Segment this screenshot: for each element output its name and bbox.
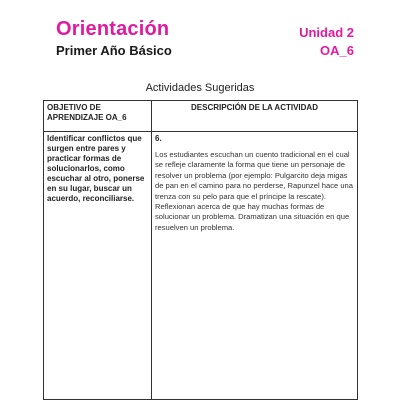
activity-number: 6. (155, 134, 162, 143)
objective-cell (44, 132, 152, 400)
activities-table (43, 100, 358, 400)
objective-code: OA_6 (320, 43, 354, 58)
activity-cell (152, 132, 358, 400)
unit-label: Unidad 2 (299, 25, 354, 40)
activity-description: Los estudiantes escuchan un cuento tradicional en el cual se refleje claramente la forma que tiene un personaje de resolver un problema (por ejemplo: Pulgarcito deja migas de pan en el camino para no perderse, Rapunzel hace una trenza con su pelo para que el príncipe la rescate). Reflexionan acerca de que hay muchas formas de solucionar un problema. Dramatizan una situación en que resuelven un problema. (155, 150, 353, 232)
section-title: Actividades Sugeridas (145, 82, 255, 94)
description-column-header: DESCRIPCIÓN DE LA ACTIVIDAD (152, 101, 358, 132)
table-header-row (44, 101, 358, 132)
grade-subtitle: Primer Año Básico (56, 43, 172, 58)
subject-title: Orientación (56, 18, 170, 40)
objective-text: Identificar conflictos que surgen entre pares y practicar formas de solucionarlos, como escuchar al otro, ponerse en su lugar, buscar un acuerdo, reconciliarse. (47, 134, 145, 203)
table-row (44, 132, 358, 400)
objective-column-header: OBJETIVO DE APRENDIZAJE OA_6 (44, 101, 152, 132)
